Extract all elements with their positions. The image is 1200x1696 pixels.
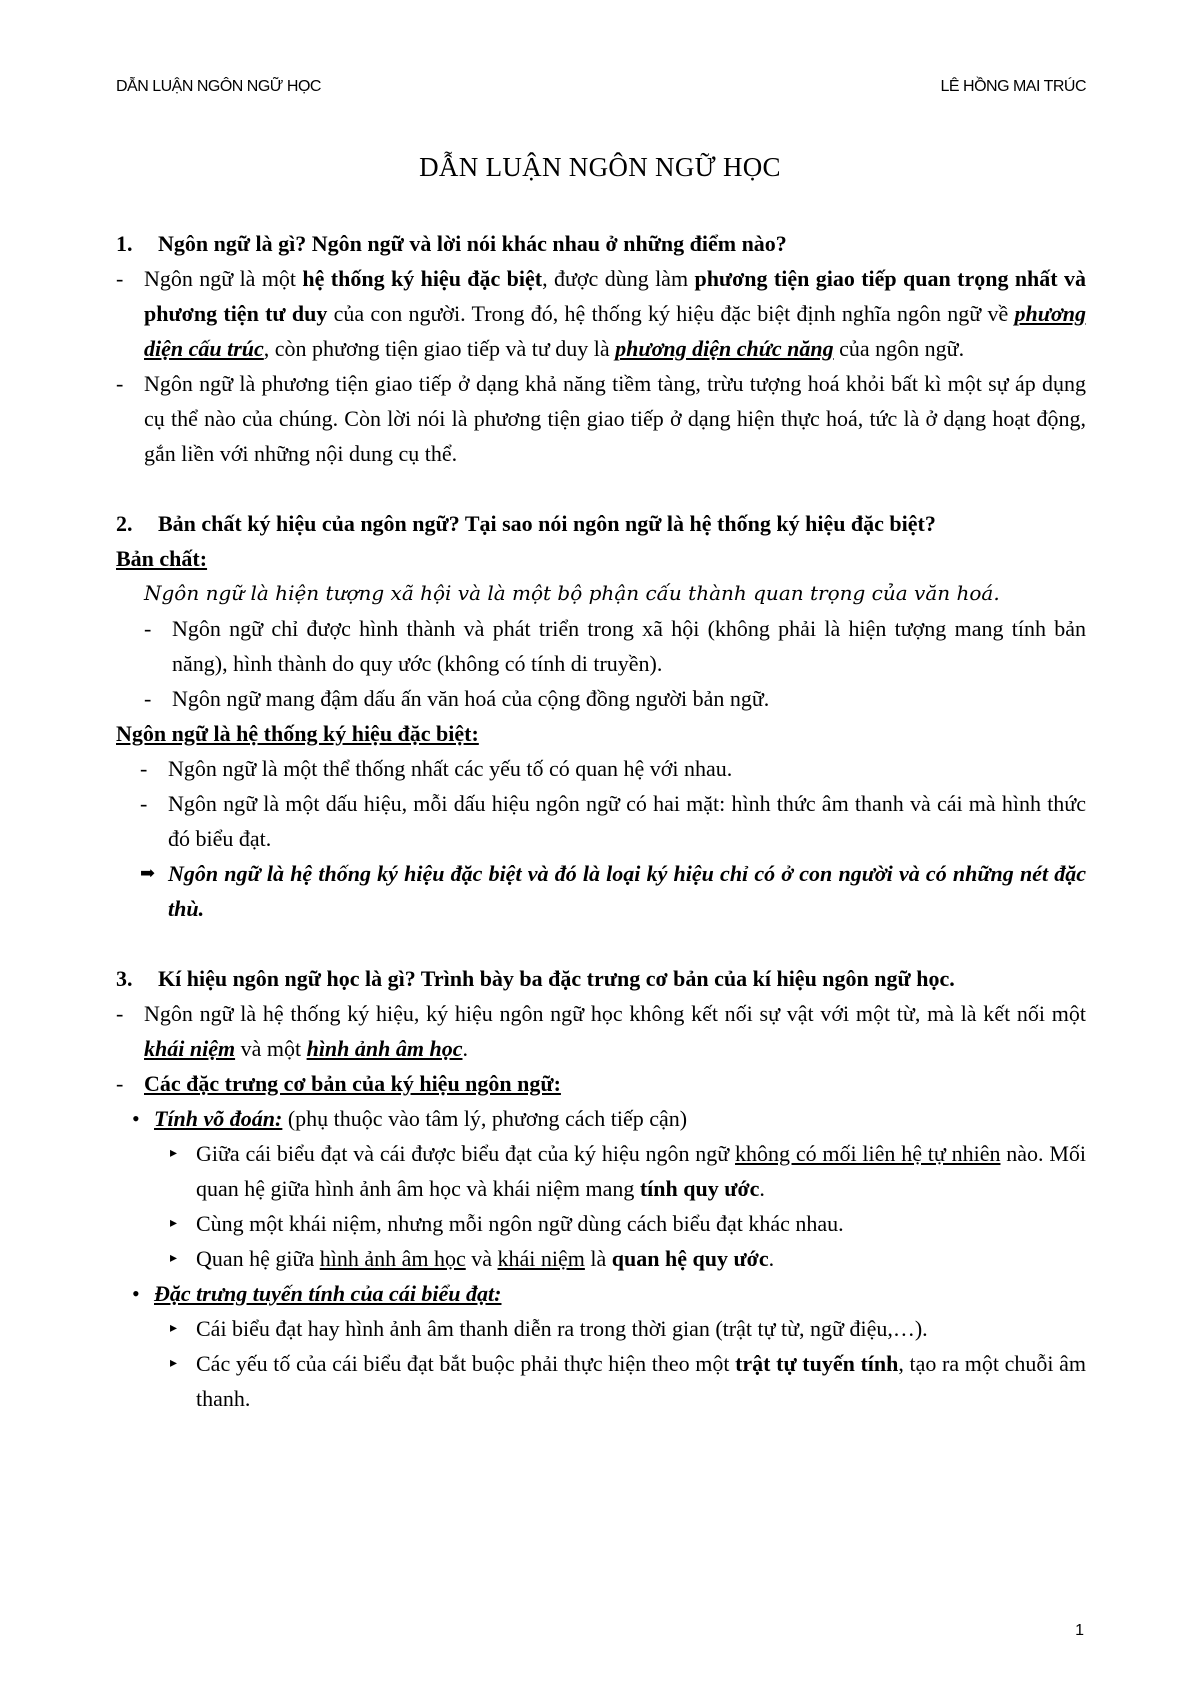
arrow-right-icon: ➡ [140, 863, 156, 883]
list-item [116, 611, 1086, 681]
dash-bullet-icon: - [140, 791, 148, 816]
conclusion [116, 856, 1086, 926]
paragraph-text: Ngôn ngữ là một hệ thống ký hiệu đặc biệt, được dùng làm phương tiện giao tiếp quan trọng nhất và phương tiện tư duy của con người. Trong đó, hệ thống ký hiệu đặc biệt định nghĩa ngôn ngữ về phương diện cấu trúc, còn phương tiện giao tiếp và tư duy là phương diện chức năng của ngôn ngữ. [144, 266, 1086, 361]
section-heading-text: Kí hiệu ngôn ngữ học là gì? Trình bày ba đặc trưng cơ bản của kí hiệu ngôn ngữ học. [158, 966, 955, 991]
list-item [116, 1206, 1086, 1241]
dash-bullet-icon: - [144, 616, 152, 641]
conclusion-text: Ngôn ngữ là hệ thống ký hiệu đặc biệt và đó là loại ký hiệu chỉ có ở con người và có những nét đặc thù. [168, 861, 1086, 921]
list-item [116, 366, 1086, 471]
section-1-heading [116, 226, 1086, 261]
dash-bullet-icon: - [140, 756, 148, 781]
section-heading-text: Bản chất ký hiệu của ngôn ngữ? Tại sao nói ngôn ngữ là hệ thống ký hiệu đặc biệt? [158, 511, 936, 536]
list-item [116, 786, 1086, 856]
dash-bullet-icon: - [116, 1071, 124, 1096]
feature-1 [116, 1101, 1086, 1136]
dot-bullet-icon: • [132, 1106, 140, 1131]
dash-bullet-icon: - [116, 371, 124, 396]
list-item [116, 751, 1086, 786]
section-number: 2. [116, 511, 133, 536]
paragraph-text: Cái biểu đạt hay hình ảnh âm thanh diễn ra trong thời gian (trật tự từ, ngữ điệu,…). [196, 1316, 928, 1341]
feature-text: Tính võ đoán: (phụ thuộc vào tâm lý, phương cách tiếp cận) [154, 1106, 688, 1131]
definition-text: Ngôn ngữ là hiện tượng xã hội và là một bộ phận cấu thành quan trọng của văn hoá. [144, 581, 1000, 605]
triangle-bullet-icon: ▸ [170, 1321, 178, 1336]
list-item [116, 681, 1086, 716]
paragraph-text: Các yếu tố của cái biểu đạt bắt buộc phải thực hiện theo một trật tự tuyến tính, tạo ra một chuỗi âm thanh. [196, 1351, 1086, 1411]
subheading-he-thong: Ngôn ngữ là hệ thống ký hiệu đặc biệt: [116, 721, 479, 746]
paragraph-text: Cùng một khái niệm, nhưng mỗi ngôn ngữ dùng cách biểu đạt khác nhau. [196, 1211, 844, 1236]
paragraph-text: Ngôn ngữ là hệ thống ký hiệu, ký hiệu ngôn ngữ học không kết nối sự vật với một từ, mà là kết nối một khái niệm và một hình ảnh âm học. [144, 1001, 1086, 1061]
dash-bullet-icon: - [116, 266, 124, 291]
feature-text: Đặc trưng tuyến tính của cái biểu đạt: [154, 1281, 502, 1306]
section-number: 1. [116, 231, 133, 256]
list-item [116, 1311, 1086, 1346]
section-3-heading [116, 961, 1086, 996]
paragraph-text: Ngôn ngữ là một dấu hiệu, mỗi dấu hiệu ngôn ngữ có hai mặt: hình thức âm thanh và cái mà hình thức đó biểu đạt. [168, 791, 1086, 851]
triangle-bullet-icon: ▸ [170, 1251, 178, 1266]
dash-bullet-icon: - [144, 686, 152, 711]
document-body [116, 226, 1086, 1416]
subheading-ban-chat: Bản chất: [116, 546, 208, 571]
feature-2 [116, 1276, 1086, 1311]
features-label: Các đặc trưng cơ bản của ký hiệu ngôn ngữ: [144, 1071, 561, 1096]
paragraph-text: Ngôn ngữ là phương tiện giao tiếp ở dạng khả năng tiềm tàng, trừu tượng hoá khỏi bất kì một sự áp dụng cụ thể nào của chúng. Còn lời nói là phương tiện giao tiếp ở dạng hiện thực hoá, tức là ở dạng hoạt động, gắn liền với những nội dung cụ thể. [144, 371, 1086, 466]
section-heading-text: Ngôn ngữ là gì? Ngôn ngữ và lời nói khác nhau ở những điểm nào? [158, 231, 787, 256]
triangle-bullet-icon: ▸ [170, 1216, 178, 1231]
list-item [116, 1241, 1086, 1276]
list-item [116, 261, 1086, 366]
paragraph-text: Ngôn ngữ chỉ được hình thành và phát triển trong xã hội (không phải là hiện tượng mang tính bản năng), hình thành do quy ước (không có tính di truyền). [172, 616, 1086, 676]
paragraph-text: Ngôn ngữ mang đậm dấu ấn văn hoá của cộng đồng người bản ngữ. [172, 686, 770, 711]
triangle-bullet-icon: ▸ [170, 1146, 178, 1161]
running-header-left: DẪN LUẬN NGÔN NGỮ HỌC [116, 78, 321, 95]
paragraph-text: Ngôn ngữ là một thể thống nhất các yếu tố có quan hệ với nhau. [168, 756, 733, 781]
paragraph-text: Giữa cái biểu đạt và cái được biểu đạt của ký hiệu ngôn ngữ không có mối liên hệ tự nhiên nào. Mối quan hệ giữa hình ảnh âm học và khái niệm mang tính quy ước. [196, 1141, 1086, 1201]
list-item [116, 1346, 1086, 1416]
page-number: 1 [1075, 1622, 1084, 1639]
triangle-bullet-icon: ▸ [170, 1356, 178, 1371]
document-title: DẪN LUẬN NGÔN NGỮ HỌC [419, 152, 781, 182]
section-number: 3. [116, 966, 133, 991]
list-item [116, 996, 1086, 1066]
list-item [116, 1136, 1086, 1206]
dash-bullet-icon: - [116, 1001, 124, 1026]
section-2-heading [116, 506, 1086, 541]
paragraph-text: Quan hệ giữa hình ảnh âm học và khái niệm là quan hệ quy ước. [196, 1246, 775, 1271]
dot-bullet-icon: • [132, 1281, 140, 1306]
running-header-right: LÊ HỒNG MAI TRÚC [940, 78, 1086, 95]
list-item [116, 1066, 1086, 1101]
